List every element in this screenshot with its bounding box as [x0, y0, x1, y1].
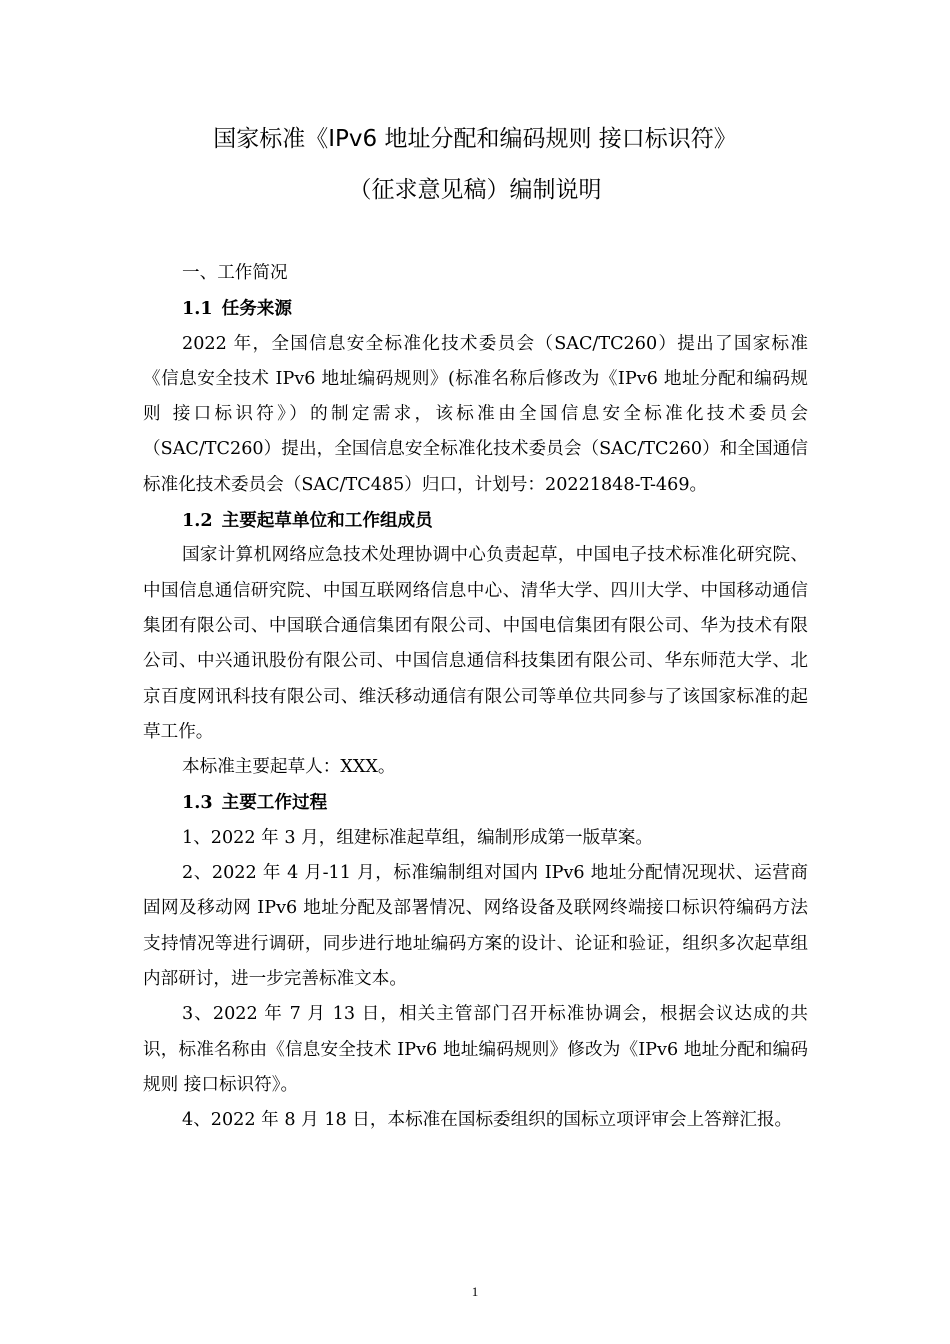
- document-body: [143, 256, 808, 1138]
- process-item-1: 1、2022 年 3 月，组建标准起草组，编制形成第一版草案。: [182, 827, 654, 848]
- paragraph-task-source: 2022 年，全国信息安全标准化技术委员会（SAC/TC260）提出了国家标准《信息安全技术 IPv6 地址编码规则》(标准名称后修改为《IPv6 地址分配和编码规则 接口标识符》）的制定需求，该标准由全国信息安全标准化技术委员会（SAC/TC260）提出，全国信息安全标准化技术委员会（SAC/TC260）和全国通信标准化技术委员会（SAC/TC485）归口，计划号：20221848-T-469。: [143, 333, 808, 495]
- process-item-3: 3、2022 年 7 月 13 日，相关主管部门召开标准协调会，根据会议达成的共识，标准名称由《信息安全技术 IPv6 地址编码规则》修改为《IPv6 地址分配和编码规则 接口标识符》。: [143, 1004, 808, 1095]
- section-heading-work-overview: 一、工作简况: [182, 263, 288, 283]
- subsection-title: 主要工作过程: [221, 792, 328, 814]
- document-title-line2: （征求意见稿）编制说明: [348, 177, 602, 203]
- paragraph-drafting-units: 国家计算机网络应急技术处理协调中心负责起草，中国电子技术标准化研究院、中国信息通信研究院、中国互联网络信息中心、清华大学、四川大学、中国移动通信集团有限公司、中国联合通信集团有限公司、中国电信集团有限公司、华为技术有限公司、中兴通讯股份有限公司、中国信息通信科技集团有限公司、华东师范大学、北京百度网讯科技有限公司、维沃移动通信有限公司等单位共同参与了该国家标准的起草工作。: [143, 545, 808, 742]
- document-title-line1: 国家标准《IPv6 地址分配和编码规则 接口标识符》: [213, 126, 737, 152]
- subsection-number: 1.1: [182, 298, 213, 320]
- subsection-heading-drafting-units: [143, 503, 808, 538]
- subsection-heading-task-source: [143, 291, 808, 326]
- subsection-number: 1.2: [182, 510, 213, 532]
- paragraph-drafters: 本标准主要起草人：XXX。: [182, 757, 396, 778]
- subsection-title: 任务来源: [221, 298, 292, 320]
- subsection-heading-work-process: [143, 785, 808, 820]
- page-number: 1: [471, 1284, 479, 1299]
- subsection-title: 主要起草单位和工作组成员: [221, 510, 433, 532]
- process-item-2: 2、2022 年 4 月-11 月，标准编制组对国内 IPv6 地址分配情况现状、运营商固网及移动网 IPv6 地址分配及部署情况、网络设备及联网终端接口标识符编码方法支持情况等进行调研，同步进行地址编码方案的设计、论证和验证，组织多次起草组内部研讨，进一步完善标准文本。: [143, 863, 808, 989]
- process-item-4: 4、2022 年 8 月 18 日，本标准在国标委组织的国标立项评审会上答辩汇报。: [182, 1110, 793, 1131]
- subsection-number: 1.3: [182, 792, 213, 814]
